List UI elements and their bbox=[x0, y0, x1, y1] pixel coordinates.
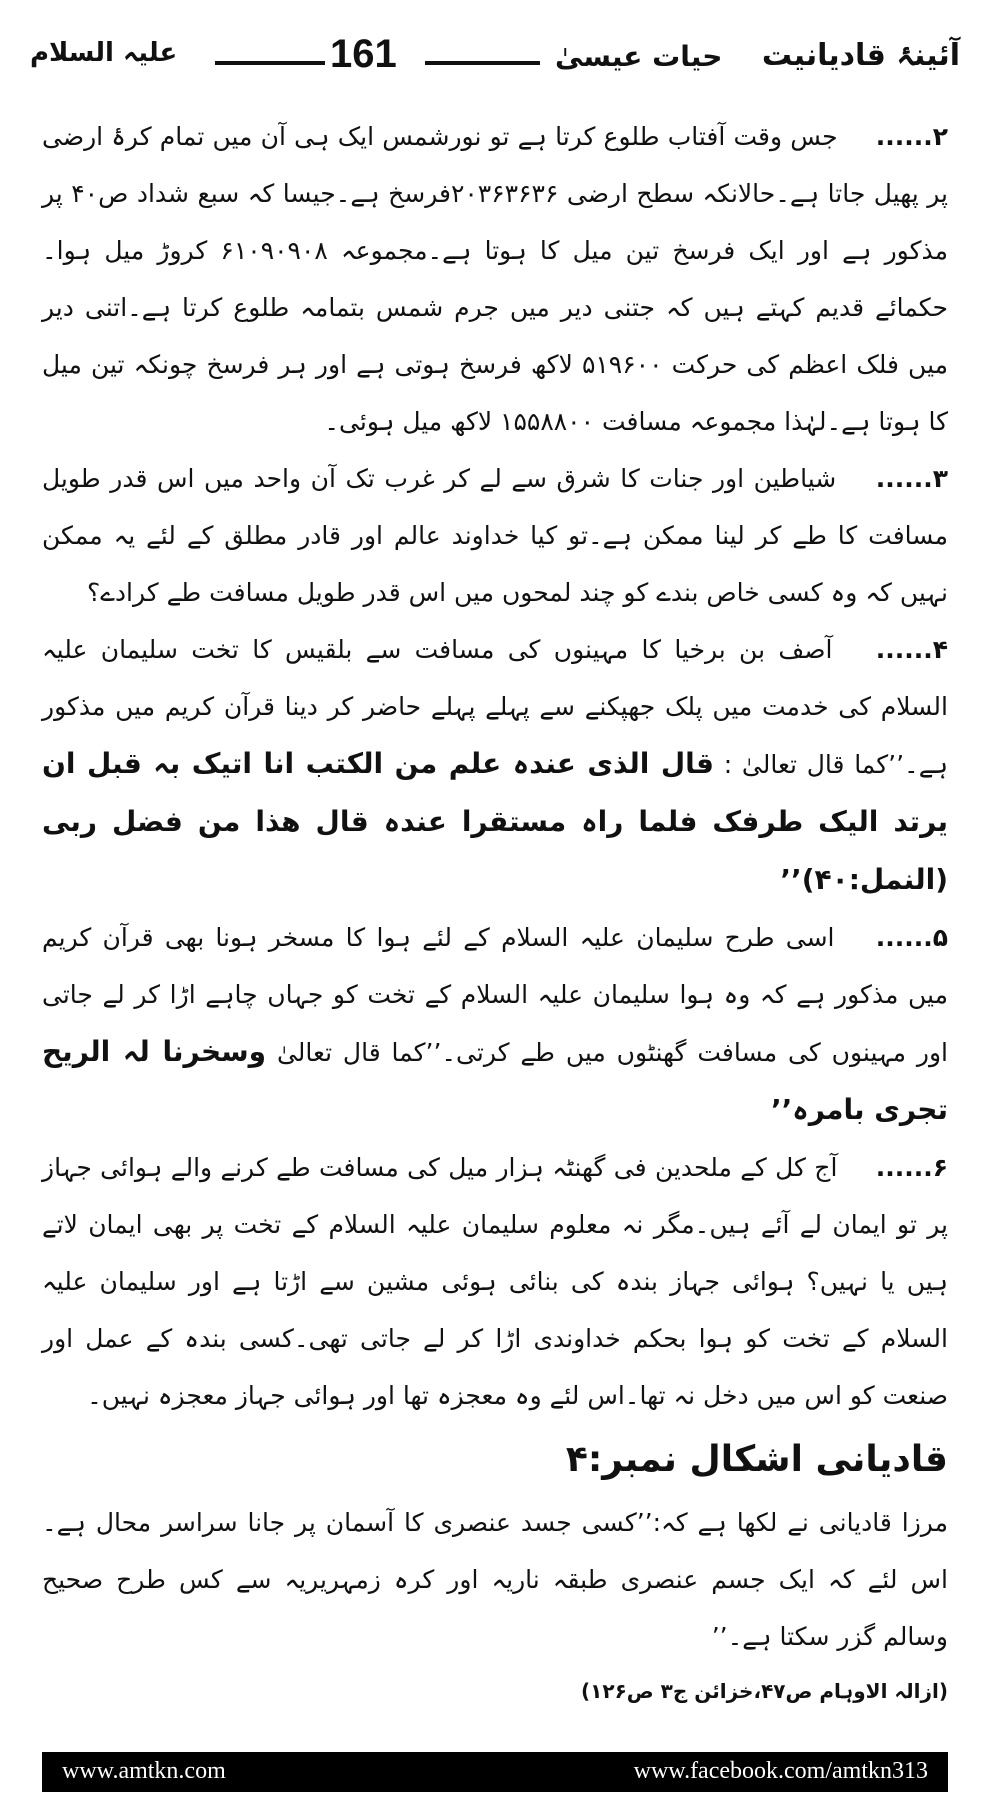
paragraph-3 bbox=[42, 450, 948, 621]
section-heading: قادیانی اشکال نمبر:۴ bbox=[565, 1439, 948, 1480]
body-text bbox=[42, 108, 948, 1711]
paragraph-number: ۳...... bbox=[875, 464, 949, 493]
paragraph-4 bbox=[42, 621, 948, 909]
header-rule-left bbox=[215, 61, 325, 65]
paragraph-text: اسی طرح سلیمان علیہ السلام کے لئے ہوا کا مسخر ہونا بھی قرآن کریم میں مذکور ہے کہ وہ ہوا سلیمان علیہ السلام کے تخت کو جہاں چاہے اڑا کر لے جاتی اور مہینوں کی مسافت گھنٹوں میں طے کرتی۔’’کما قال تعالیٰ bbox=[42, 923, 948, 1067]
quranic-quote: قال الذی عندہ علم من الکتب انا اتیک بہ قبل ان یرتد الیک طرفک فلما راہ مستقرا عندہ قال ھذا من فضل ربی (النمل:۴۰)’’ bbox=[42, 747, 948, 896]
page-footer bbox=[42, 1752, 948, 1792]
paragraph-5 bbox=[42, 909, 948, 1139]
page-number: 161 bbox=[330, 32, 397, 76]
facebook-link[interactable]: www.facebook.com/amtkn313 bbox=[633, 1758, 928, 1784]
website-link[interactable]: www.amtkn.com bbox=[62, 1758, 226, 1784]
paragraph-6 bbox=[42, 1139, 948, 1424]
header-rule-right bbox=[425, 61, 540, 65]
paragraph-2 bbox=[42, 108, 948, 450]
paragraph-text: آج کل کے ملحدین فی گھنٹہ ہزار میل کی مسافت طے کرنے والے ہوائی جہاز پر تو ایمان لے آئے ہیں۔مگر نہ معلوم سلیمان علیہ السلام کے تخت پر بھی ایمان لاتے ہیں یا نہیں؟ ہوائی جہاز بندہ کی بنائی ہوئی مشین سے اڑتا ہے اور سلیمان علیہ السلام کے تخت کو ہوا بحکم خداوندی اڑا کر لے جاتی تھی۔کسی بندہ کے عمل اور صنعت کو اس میں دخل نہ تھا۔اس لئے وہ معجزہ تھا اور ہوائی جہاز معجزہ نہیں۔ bbox=[42, 1153, 948, 1410]
book-title: آئینۂ قادیانیت bbox=[761, 38, 960, 73]
paragraph-number: ۵...... bbox=[875, 923, 949, 952]
paragraph-text: شیاطین اور جنات کا شرق سے لے کر غرب تک آن واحد میں اس قدر طویل مسافت کا طے کر لینا ممکن ہے۔تو کیا خداوند عالم اور قادر مطلق کے لئے یہ ممکن نہیں کہ وہ کسی خاص بندے کو چند لمحوں میں اس قدر طویل مسافت طے کرادے؟ bbox=[42, 464, 948, 607]
paragraph-text: آصف بن برخیا کا مہینوں کی مسافت سے بلقیس کا تخت سلیمان علیہ السلام کی خدمت میں پلک جھپکنے سے پہلے پہلے حاضر کر دینا قرآن کریم میں مذکور ہے۔’’کما قال تعالیٰ : bbox=[42, 635, 948, 779]
objection-text: مرزا قادیانی نے لکھا ہے کہ:’’کسی جسد عنصری کا آسمان پر جانا سراسر محال ہے۔اس لئے کہ ایک جسم عنصری طبقہ ناریہ اور کرہ زمہریریہ سے کس طرح صحیح وسالم گزر سکتا ہے۔’’ bbox=[42, 1508, 948, 1651]
paragraph-number: ۶...... bbox=[875, 1153, 948, 1182]
quranic-quote: وسخرنا لہ الریح تجری بامرہ’’ bbox=[42, 1035, 948, 1126]
reference-citation: (ازالہ الاوہام ص۴۷،خزائن ج۳ ص۱۲۶) bbox=[581, 1679, 948, 1703]
paragraph-number: ۴...... bbox=[875, 635, 948, 664]
page-header bbox=[30, 28, 960, 88]
paragraph-number: ۲...... bbox=[875, 122, 948, 151]
chapter-honorific: علیہ السلام bbox=[30, 38, 178, 68]
paragraph-text: جس وقت آفتاب طلوع کرتا ہے تو نورشمس ایک ہی آن میں تمام کرۂ ارضی پر پھیل جاتا ہے۔حالانکہ سطح ارضی ۲۰۳۶۳۶۳۶فرسخ ہے۔جیسا کہ سبع شداد ص۴۰ پر مذکور ہے اور ایک فرسخ تین میل کا ہوتا ہے۔مجموعہ ۶۱۰۹۰۹۰۸ کروڑ میل ہوا۔حکمائے قدیم کہتے ہیں کہ جتنی دیر میں جرم شمس بتمامہ طلوع کرتا ہے۔اتنی دیر میں فلک اعظم کی حرکت ۵۱۹۶۰۰ لاکھ فرسخ ہوتی ہے اور ہر فرسخ چونکہ تین میل کا ہوتا ہے۔لہٰذا مجموعہ مسافت ۱۵۵۸۸۰۰ لاکھ میل ہوئی۔ bbox=[42, 122, 949, 436]
chapter-title: حیات عیسیٰ bbox=[555, 40, 723, 73]
